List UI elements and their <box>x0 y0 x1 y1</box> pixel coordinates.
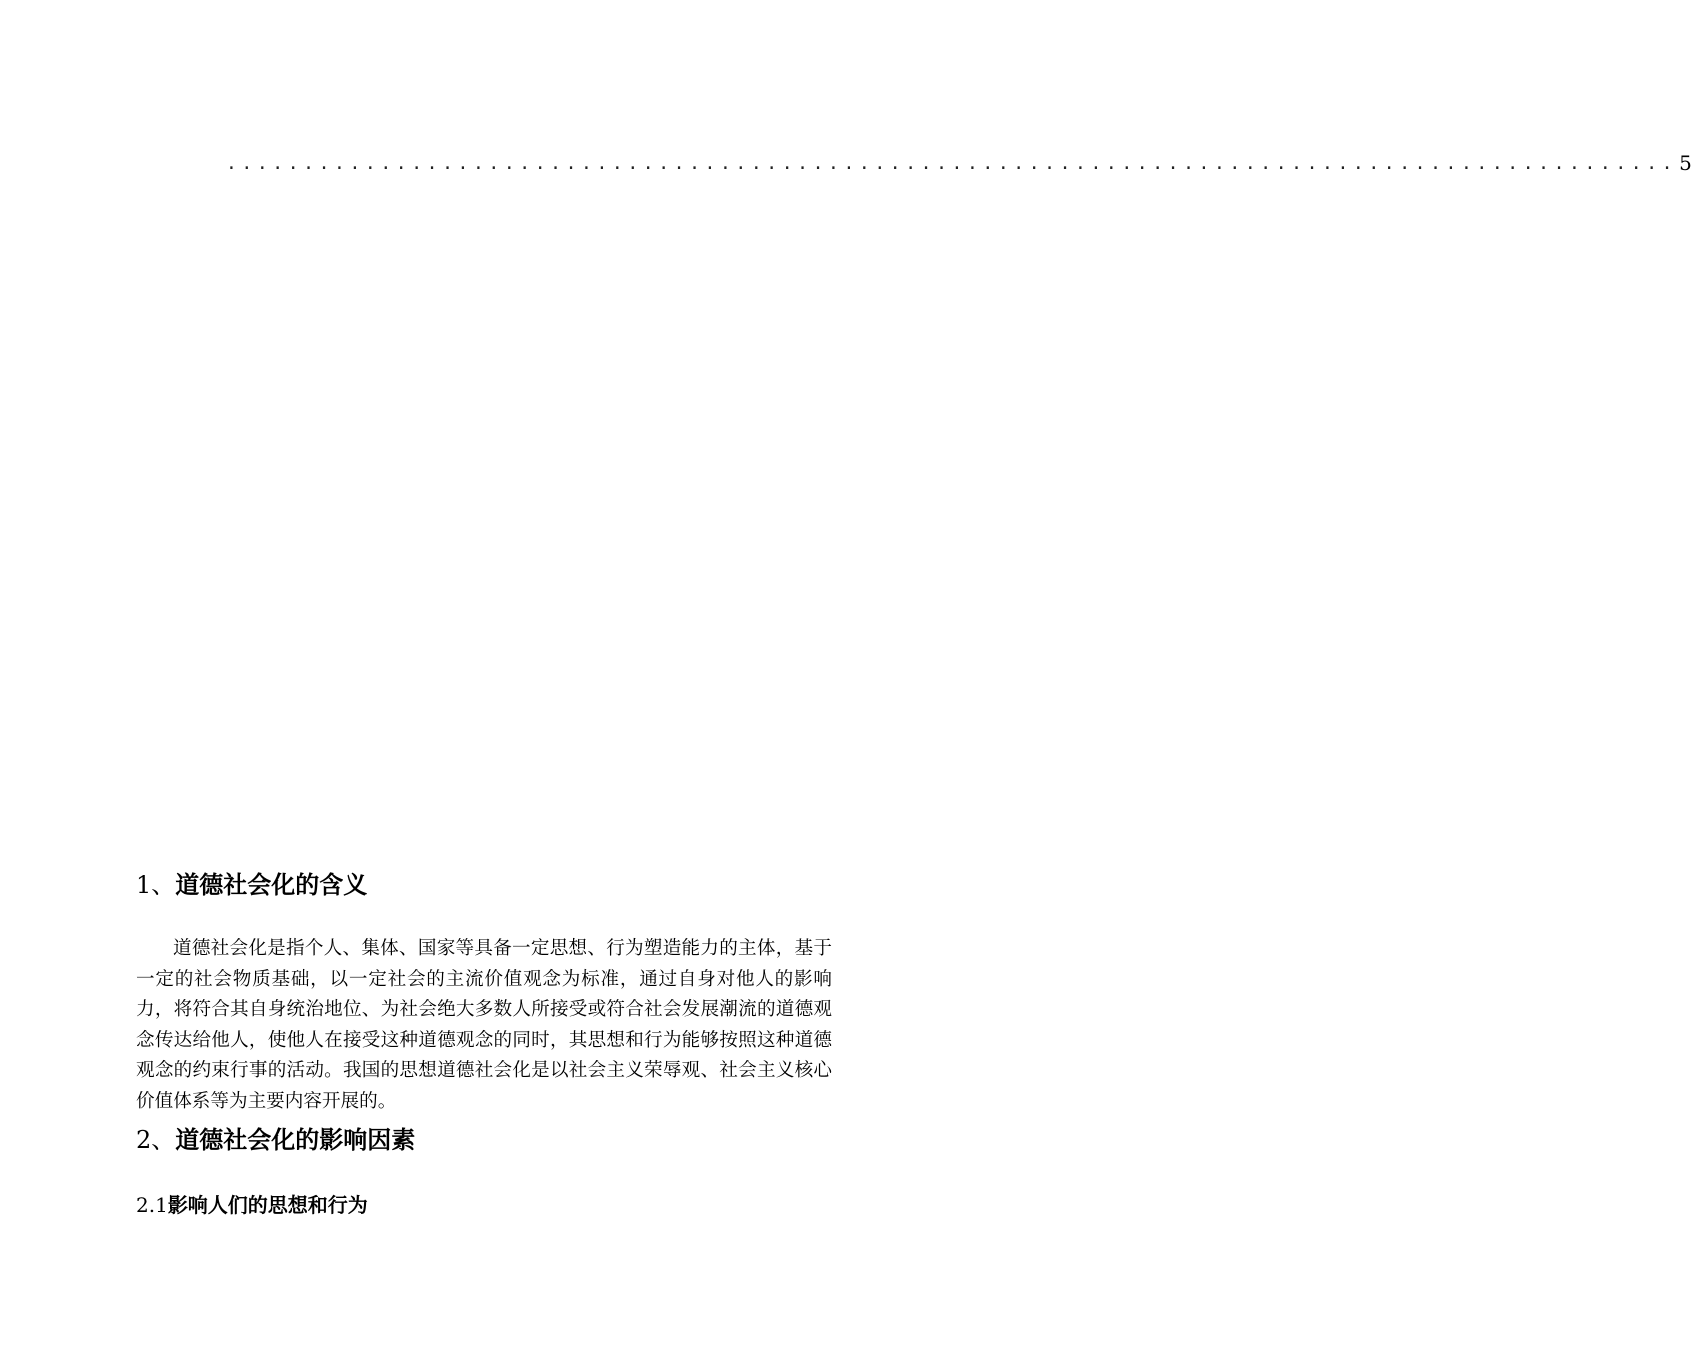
subsection-title: 影响人们的思想和行为 <box>167 1193 368 1217</box>
section-heading-1 <box>136 869 367 901</box>
section-number: 1、 <box>136 871 176 899</box>
body-paragraph: 道德社会化是指个人、集体、国家等具备一定思想、行为塑造能力的主体，基于一定的社会物质基础，以一定社会的主流价值观念为标准，通过自身对他人的影响力，将符合其自身统治地位、为社会绝大多数人所接受或符合社会发展潮流的道德观念传达给他人，使他人在接受这种道德观念的同时，其思想和行为能够按照这种道德观念的约束行事的活动。我国的思想道德社会化是以社会主义荣辱观、社会主义核心价值体系等为主要内容开展的。 <box>136 938 832 1112</box>
section-heading-2 <box>136 1124 415 1156</box>
subsection-heading-2-1 <box>136 1191 368 1219</box>
toc-page-number: 5 <box>1679 151 1692 175</box>
subsection-number: 2.1 <box>136 1193 168 1217</box>
section-title: 道德社会化的影响因素 <box>175 1126 416 1154</box>
toc-leader-dots: .............................................................................................. <box>226 152 1678 174</box>
toc-entry <box>226 150 1692 176</box>
section-title: 道德社会化的含义 <box>175 871 368 899</box>
section-number: 2、 <box>136 1126 176 1154</box>
